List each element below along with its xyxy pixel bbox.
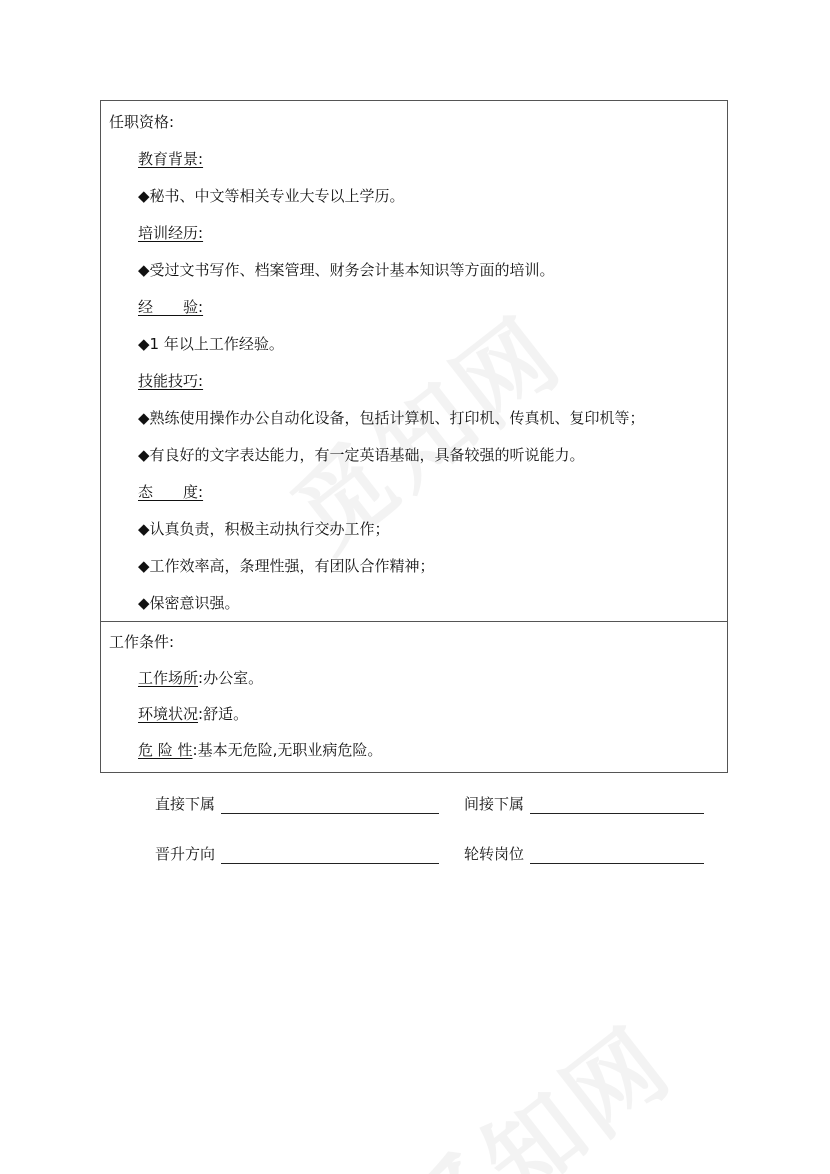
- condition-environment: [138, 704, 248, 724]
- indirect-subordinate-field[interactable]: [530, 813, 704, 814]
- condition-place: [138, 668, 263, 688]
- condition-risk-label: 危 险 性: [138, 741, 193, 759]
- condition-risk-value: :基本无危险,无职业病危险。: [192, 741, 383, 759]
- promotion-path-label: 晋升方向: [155, 845, 216, 863]
- condition-environment-value: :舒适。: [198, 705, 249, 723]
- skills-item: ◆熟练使用操作办公自动化设备，包括计算机、打印机、传真机、复印机等；: [138, 409, 645, 427]
- training-heading: 培训经历:: [138, 224, 204, 242]
- career-row: [0, 844, 830, 868]
- education-item: ◆秘书、中文等相关专业大专以上学历。: [138, 187, 405, 205]
- attitude-item: ◆认真负责，积极主动执行交办工作；: [138, 520, 390, 538]
- skills-heading: 技能技巧:: [138, 372, 204, 390]
- attitude-heading: 态 度:: [138, 483, 204, 501]
- qualifications-section: [101, 101, 727, 621]
- experience-item: ◆1 年以上工作经验。: [138, 335, 284, 353]
- qualifications-title: 任职资格:: [109, 113, 175, 131]
- condition-environment-label: 环境状况: [138, 705, 199, 723]
- direct-subordinate-field[interactable]: [221, 813, 439, 814]
- condition-place-value: :办公室。: [198, 669, 264, 687]
- attitude-item: ◆保密意识强。: [138, 594, 240, 612]
- rotation-position-field[interactable]: [530, 863, 704, 864]
- education-heading: 教育背景:: [138, 150, 204, 168]
- job-requirements-table: [100, 100, 728, 773]
- training-item: ◆受过文书写作、档案管理、财务会计基本知识等方面的培训。: [138, 261, 555, 279]
- attitude-item: ◆工作效率高，条理性强，有团队合作精神；: [138, 557, 435, 575]
- conditions-title: 工作条件:: [109, 633, 175, 651]
- watermark-text: [370, 990, 695, 1174]
- skills-item: ◆有良好的文字表达能力，有一定英语基础，具备较强的听说能力。: [138, 446, 585, 464]
- indirect-subordinate-label: 间接下属: [464, 795, 525, 813]
- subordinates-row: [0, 794, 830, 818]
- condition-risk: [138, 740, 382, 760]
- direct-subordinate-label: 直接下属: [155, 795, 216, 813]
- conditions-section: [101, 621, 727, 772]
- experience-heading: 经 验:: [138, 298, 204, 316]
- condition-place-label: 工作场所: [138, 669, 199, 687]
- promotion-path-field[interactable]: [221, 863, 439, 864]
- rotation-position-label: 轮转岗位: [464, 845, 525, 863]
